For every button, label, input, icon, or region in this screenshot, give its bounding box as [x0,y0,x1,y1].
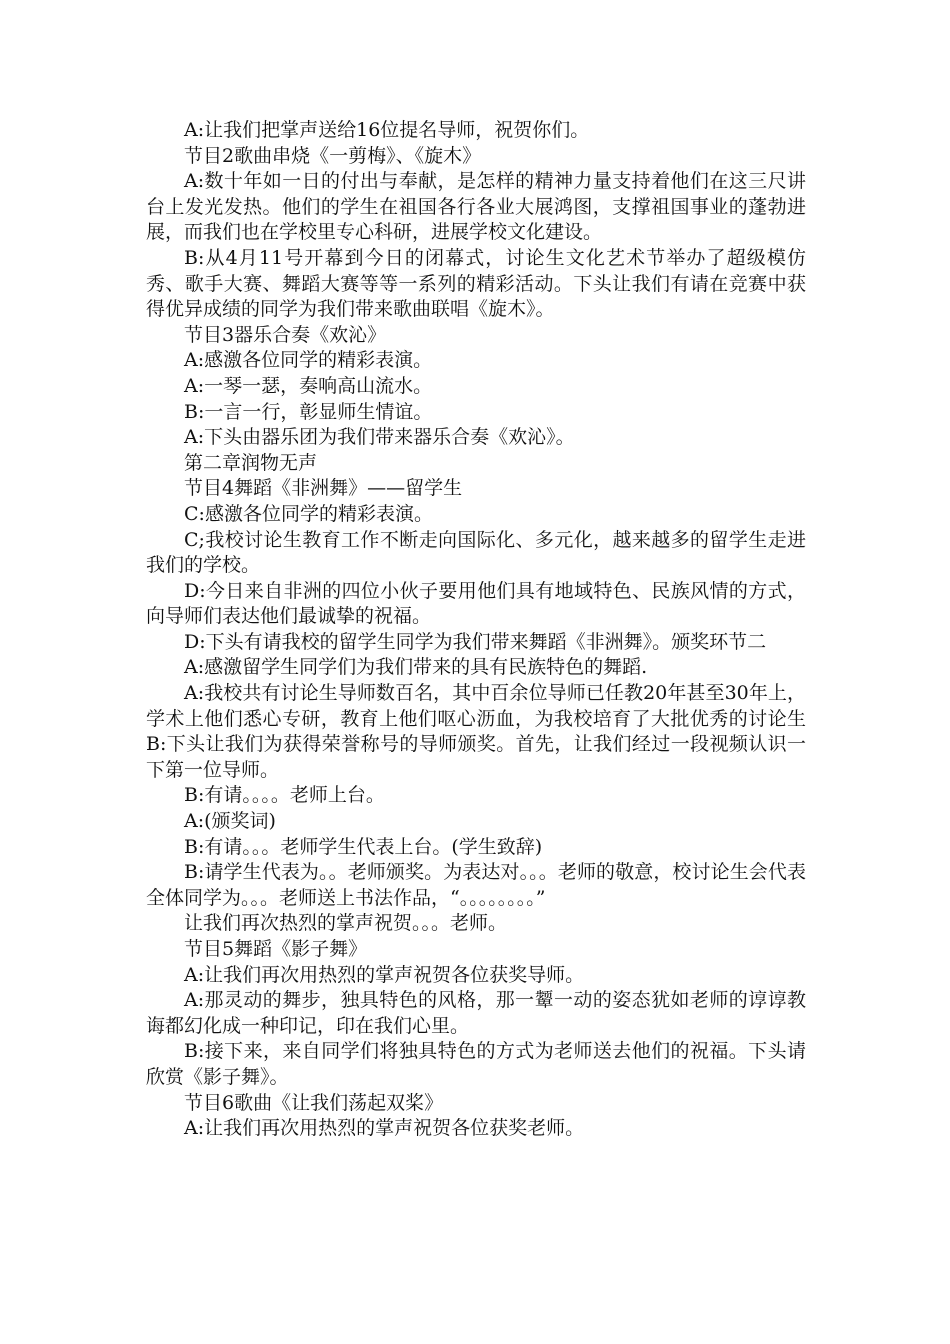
paragraph: A:那灵动的舞步，独具特色的风格，那一颦一动的姿态犹如老师的谆谆教诲都幻化成一种印记，印在我们心里。 [146,989,806,1037]
paragraph: A:(颁奖词) [184,810,276,833]
program-heading: 节目5舞蹈《影子舞》 [184,938,368,960]
paragraph: B:有请。。。老师学生代表上台。(学生致辞) [184,835,543,858]
program-heading: 节目4舞蹈《非洲舞》——留学生 [184,477,463,500]
paragraph: A:下头由器乐团为我们带来器乐合奏《欢沁》。 [184,426,575,449]
paragraph: C;我校讨论生教育工作不断走向国际化、多元化，越来越多的留学生走进我们的学校。 [146,528,806,577]
paragraph: A:一琴一瑟，奏响高山流水。 [184,374,433,397]
paragraph: A:感激各位同学的精彩表演。 [184,349,433,372]
paragraph: D:下头有请我校的留学生同学为我们带来舞蹈《非洲舞》。颁奖环节二 [184,630,767,653]
paragraph: D:今日来自非洲的四位小伙子要用他们具有地域特色、民族风情的方式，向导师们表达他们最诚挚的祝福。 [146,579,806,628]
document-body [146,118,806,1142]
paragraph: B:接下来，来自同学们将独具特色的方式为老师送去他们的祝福。下头请欣赏《影子舞》。 [146,1040,806,1088]
paragraph: B:有请。。。。老师上台。 [184,784,385,807]
paragraph: B:一言一行，彰显师生情谊。 [184,400,433,423]
paragraph: C:感激各位同学的精彩表演。 [184,502,433,525]
paragraph: B:请学生代表为。。老师颁奖。为表达对。。。老师的敬意，校讨论生会代表全体同学为。。。老师送上书法作品，“。。。。。。。。” [146,861,806,909]
paragraph: B:从4月11号开幕到今日的闭幕式，讨论生文化艺术节举办了超级模仿秀、歌手大赛、舞蹈大赛等等一系列的精彩活动。下头让我们有请在竞赛中获得优异成绩的同学为我们带来歌曲联唱《旋木》。 [146,246,806,321]
paragraph: 让我们再次热烈的掌声祝贺。。。老师。 [184,912,508,935]
program-heading: 节目3器乐合奏《欢沁》 [184,323,387,346]
paragraph: A:感激留学生同学们为我们带来的具有民族特色的舞蹈. [184,656,648,679]
program-heading: 节目6歌曲《让我们荡起双桨》 [184,1091,444,1114]
paragraph: A:让我们再次用热烈的掌声祝贺各位获奖导师。 [184,963,585,986]
paragraph: A:让我们把掌声送给16位提名导师，祝贺你们。 [184,119,590,141]
program-heading: 节目2歌曲串烧《一剪梅》、《旋木》 [184,144,482,167]
chapter-heading: 第二章润物无声 [184,451,318,474]
paragraph: A:让我们再次用热烈的掌声祝贺各位获奖老师。 [184,1117,585,1140]
paragraph: A:我校共有讨论生导师数百名，其中百余位导师已任教20年甚至30年上，学术上他们悉心专研，教育上他们呕心沥血，为我校培育了大批优秀的讨论生B:下头让我们为获得荣誉称号的导师颁奖。首先，让我们经过一段视频认识一下第一位导师。 [146,682,806,781]
paragraph: A:数十年如一日的付出与奉献，是怎样的精神力量支持着他们在这三尺讲台上发光发热。他们的学生在祖国各行各业大展鸿图，支撑祖国事业的蓬勃进展，而我们也在学校里专心科研，进展学校文化建设。 [146,170,806,244]
